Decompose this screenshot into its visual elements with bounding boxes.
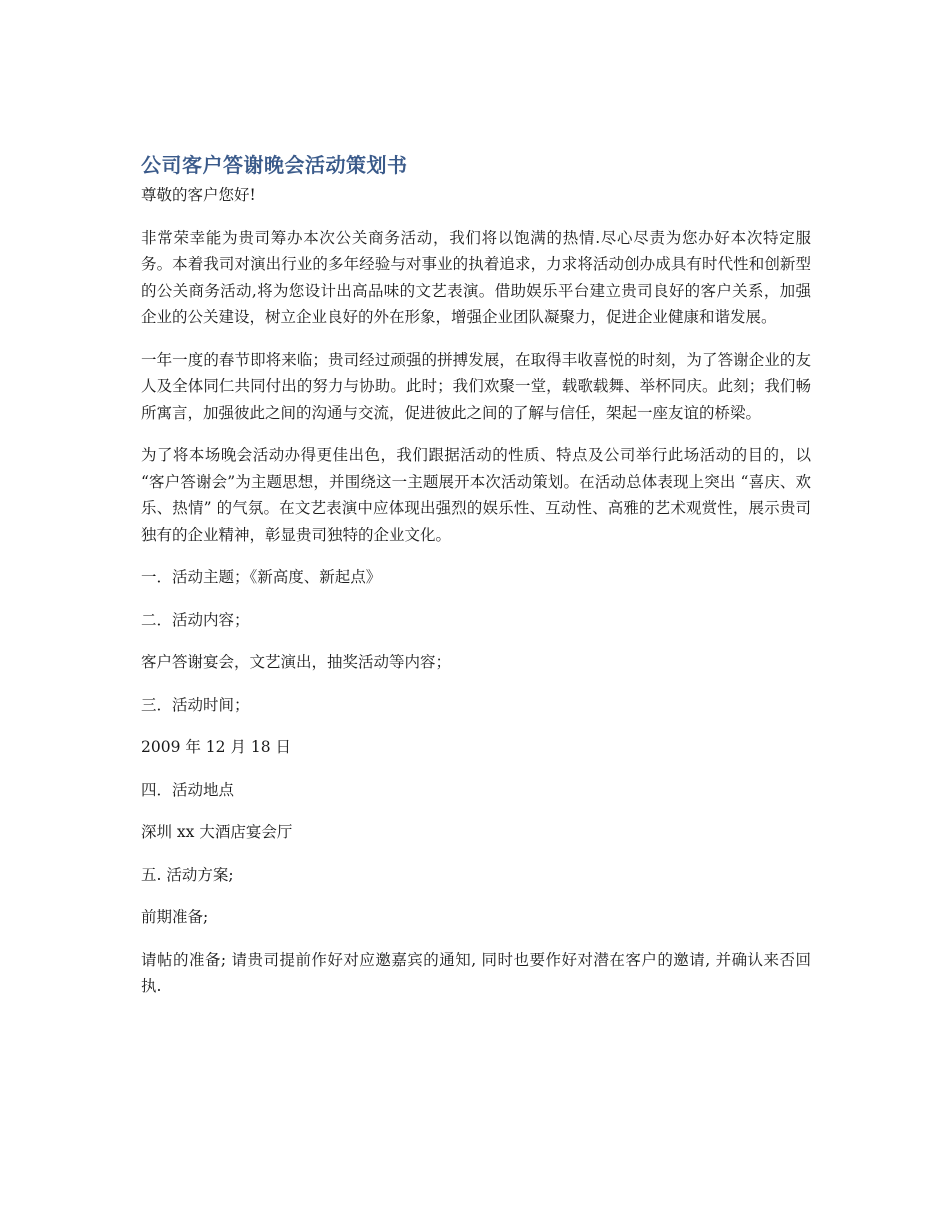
item-activity-time-heading: 三．活动时间； <box>141 695 250 714</box>
document-page <box>141 148 811 1000</box>
item-activity-theme: 一．活动主题；《新高度、新起点》 <box>141 568 382 586</box>
item-activity-location: 深圳 xx 大酒店宴会厅 <box>141 823 293 841</box>
greeting-line: 尊敬的客户您好! <box>141 186 256 204</box>
item-preparation-heading: 前期准备; <box>141 908 209 926</box>
item-activity-time: 2009 年 12 月 18 日 <box>141 738 292 756</box>
item-activity-content: 客户答谢宴会，文艺演出，抽奖活动等内容； <box>141 653 452 671</box>
intro-paragraph: 非常荣幸能为贵司筹办本次公关商务活动，我们将以饱满的热情.尽心尽责为您办好本次特定服务。本着我司对演出行业的多年经验与对事业的执着追求，力求将活动创办成具有时代性和创新型的公关商务活动,将为您设计出高品味的文艺表演。借助娱乐平台建立贵司良好的客户关系，加强企业的公关建设，树立企业良好的外在形象，增强企业团队凝聚力，促进企业健康和谐发展。 <box>141 228 811 326</box>
item-activity-plan-heading: 五. 活动方案; <box>141 865 234 884</box>
item-activity-location-heading: 四．活动地点 <box>141 780 235 799</box>
theme-paragraph: 为了将本场晚会活动办得更佳出色，我们跟据活动的性质、特点及公司举行此场活动的目的，以 “客户答谢会”为主题思想，并围绕这一主题展开本次活动策划。在活动总体表现上突出 “喜庆、欢乐、热情” 的气氛。在文艺表演中应体现出强烈的娱乐性、互动性、高雅的艺术观赏性，展示贵司独有的企业精神，彰显贵司独特的企业文化。 <box>141 446 811 544</box>
item-activity-content-heading: 二．活动内容； <box>141 610 250 629</box>
document-title: 公司客户答谢晚会活动策划书 <box>141 153 408 177</box>
item-invitation-preparation: 请帖的准备; 请贵司提前作好对应邀嘉宾的通知, 同时也要作好对潜在客户的邀请, 并确认来否回执. <box>141 950 811 995</box>
background-paragraph: 一年一度的春节即将来临；贵司经过顽强的拼搏发展，在取得丰收喜悦的时刻，为了答谢企业的友人及全体同仁共同付出的努力与协助。此时；我们欢聚一堂，载歌载舞、举杯同庆。此刻；我们畅所寓言，加强彼此之间的沟通与交流，促进彼此之间的了解与信任，架起一座友谊的桥梁。 <box>141 350 811 422</box>
